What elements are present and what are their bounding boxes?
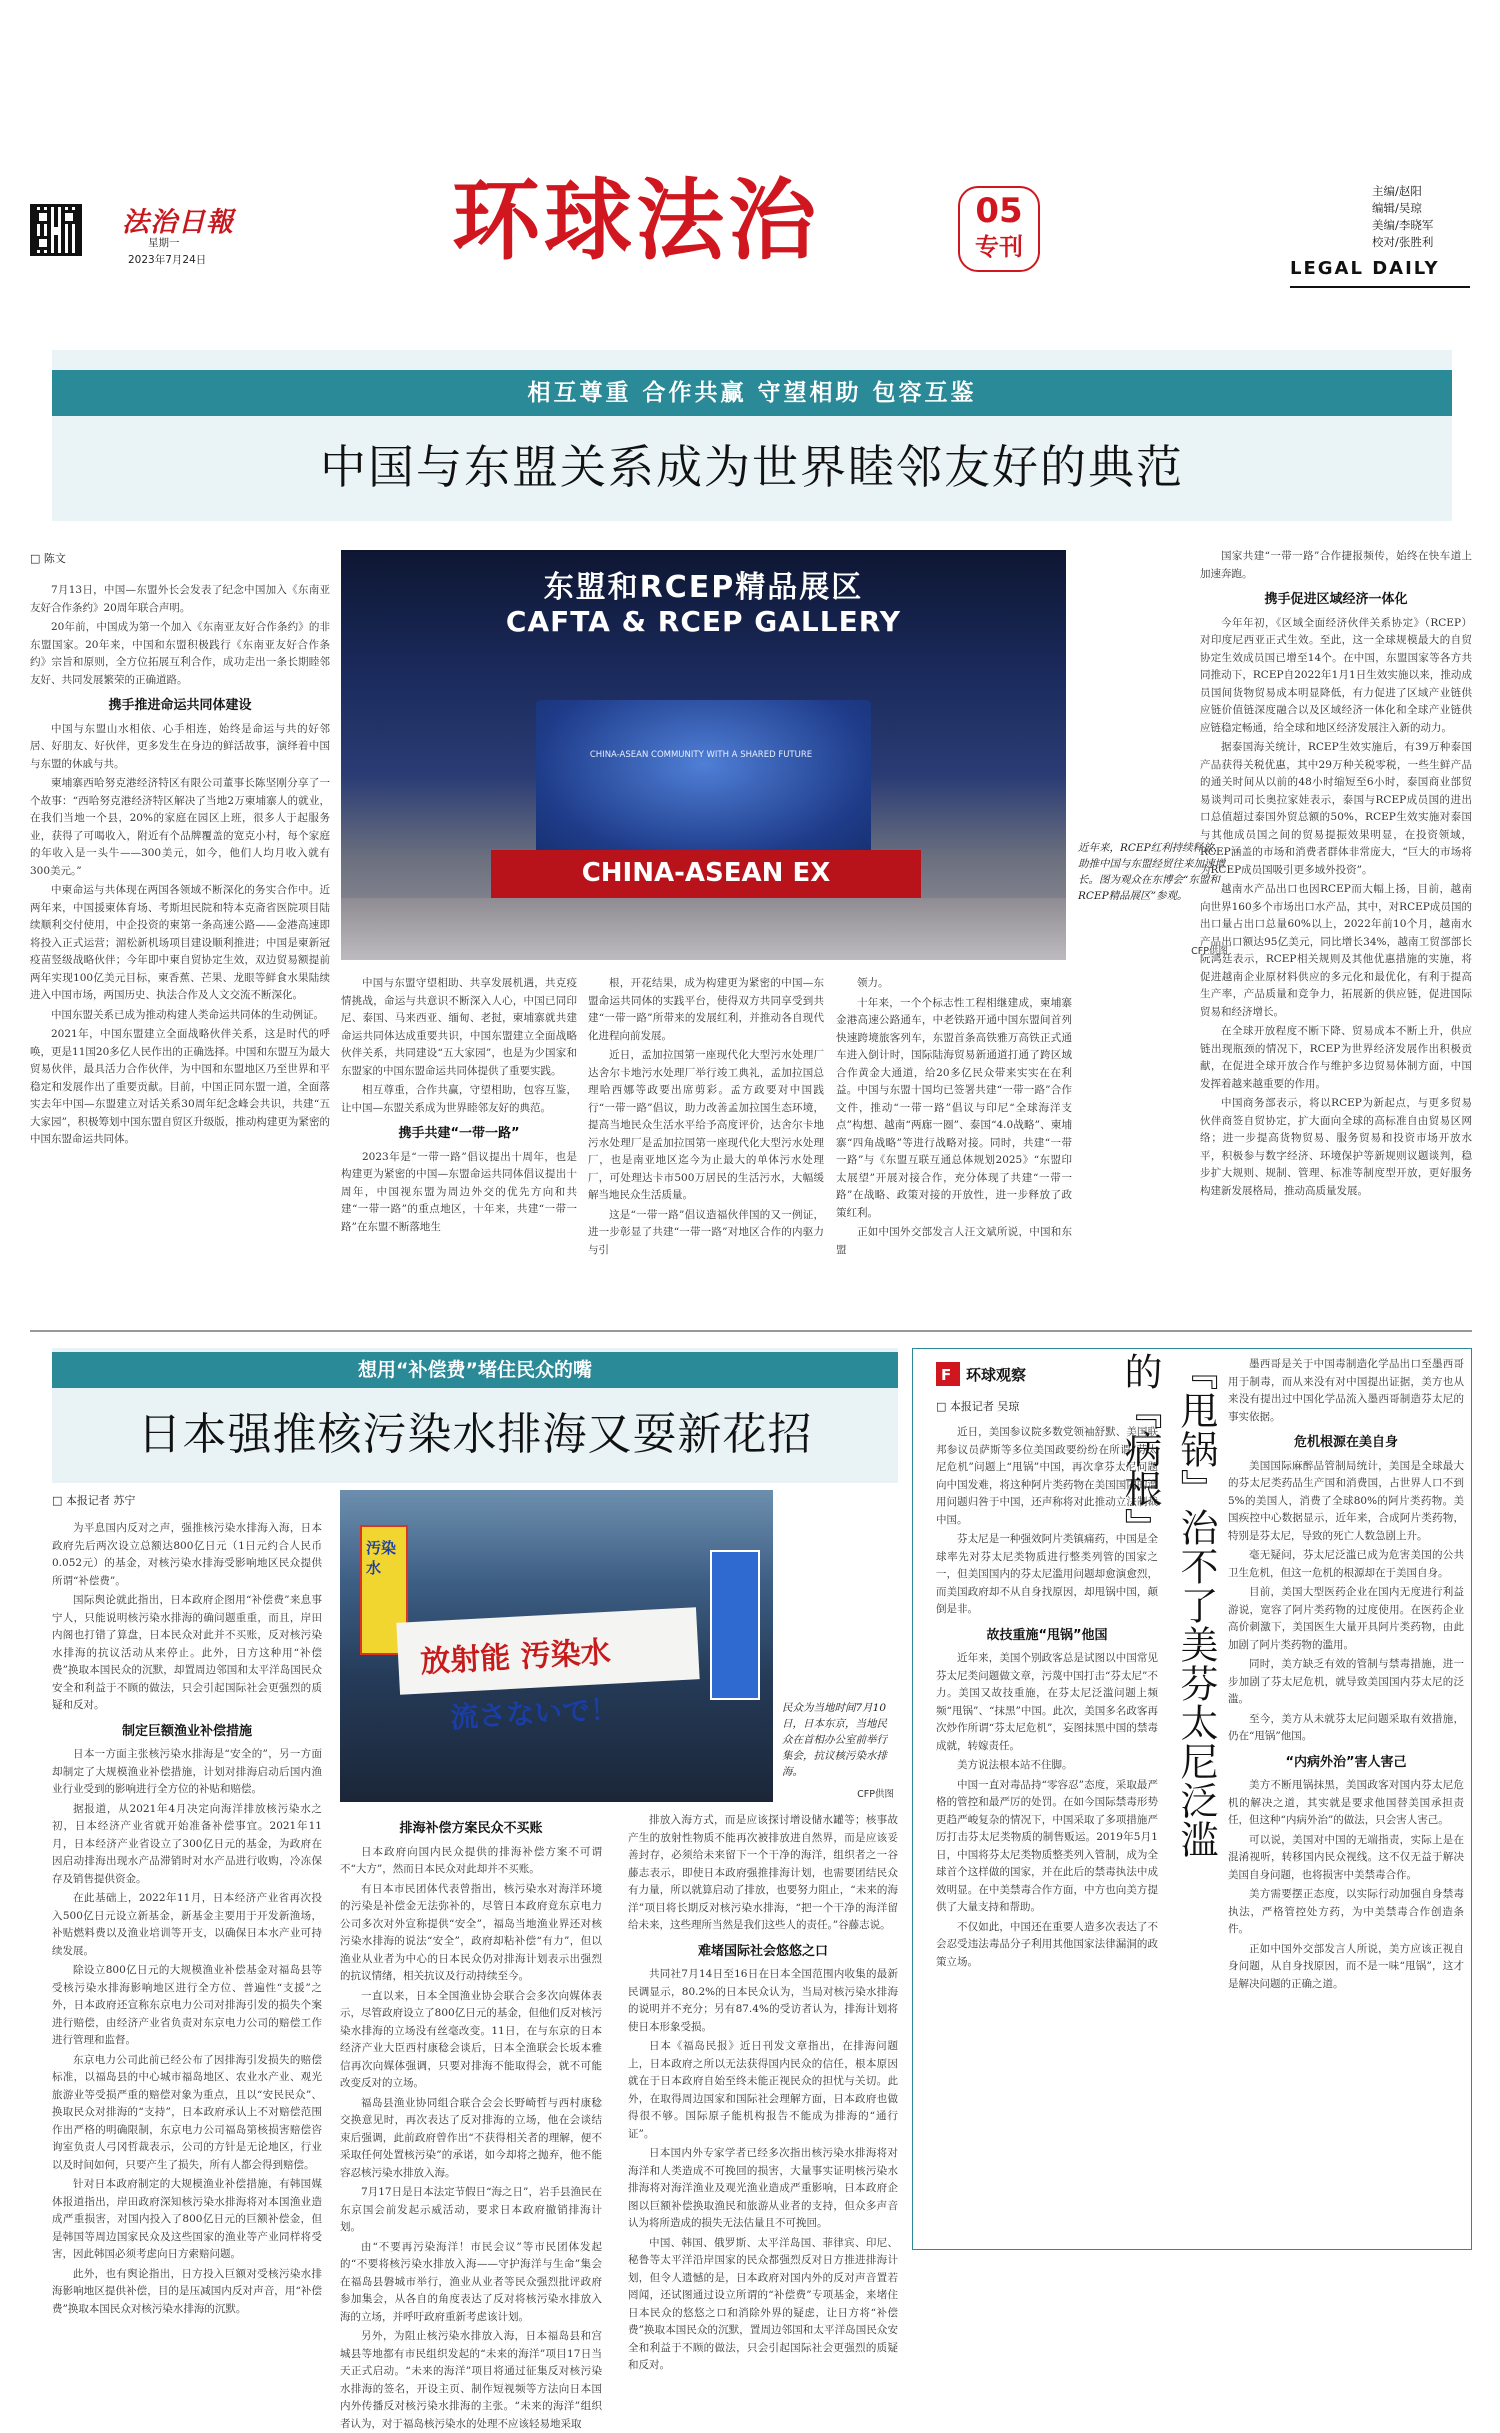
subheading: 携手共建“一带一路” xyxy=(398,1126,520,1141)
paragraph: 中柬命运与共体现在两国各领域不断深化的务实合作中。近两年来，中国援柬体育场、考斯坦民院和特本克斋省医院项目陆续顺利交付使用，中企投资的柬第一条高速公路——金港高速即将投入正式运营；湄松新机场项目建设顺利推进；中国是柬新冠疫苗竖级战略伙伴；今年即中柬自贸协定生效，双边贸易额提前两年实现100亿美元目标，柬香蕉、芒果、龙眼等鲜食水果陆续进入中国市场，两国历史、执法合作及人文交流不断深化。 xyxy=(30,884,330,1001)
article1-headline: 中国与东盟关系成为世界睦邻友好的典范 xyxy=(320,440,1184,494)
paragraph: 为平息国内反对之声，强推核污染水排海入海，日本政府先后两次设立总额达800亿日元（1日元约合人民币0.052元）的基金，对核污染水排海受影响地区民众提供所谓“补偿费”。 xyxy=(52,1522,322,1587)
article1-header xyxy=(52,350,1452,521)
paragraph: 另外，为阻止核污染水排放入海，日本福岛县和宫城县等地都有市民组织发起的“未来的海洋”项目17日当天正式启动。“未来的海洋”项目将通过征集反对核污染水排海的签名，开设主页、制作短视频等方法向日本国内外传播反对核污染水排海的主张。“未来的海洋”组织者认为，对于福岛核污染水的处理不应该轻易地采取 xyxy=(340,2330,602,2430)
article2-header xyxy=(52,1348,898,1483)
paragraph: 同时，美方缺乏有效的管制与禁毒措施，进一步加剧了芬太尼危机，就导致美国国内芬太尼的泛滥。 xyxy=(1228,1658,1464,1705)
paragraph: 目前，美国大型医药企业在国内无度进行利益游说，宽容了阿片类药物的过度使用。在医药企业高价刺激下，美国医生大量开具阿片类药物，由此加剧了阿片类药物的滥用。 xyxy=(1228,1586,1464,1651)
paragraph: 不仅如此，中国还在重要人造多次表达了不会忍受违法毒品分子利用其他国家法律漏洞的政策立场。 xyxy=(936,1920,1158,1968)
paragraph: 可以说，美国对中国的无端指责，实际上是在混淆视听，转移国内民众视线。这不仅无益于解决美国自身问题，也将损害中美禁毒合作。 xyxy=(1228,1833,1464,1881)
paragraph: 据报道，从2021年4月决定向海洋排放核污染水之初，日本经济产业省就开始准备补偿事宜。2021年11月，日本经济产业省设立了300亿日元的基金，为政府在因启动排海出现水产品滞销时对水产品进行收购，冷冻保存及销售提供资金。 xyxy=(52,1802,322,1885)
paragraph: 中国东盟关系已成为推动构建人类命运共同体的生动例证。 xyxy=(51,1008,324,1021)
subheading: 危机根源在美自身 xyxy=(1293,1435,1398,1450)
paragraph: 日本政府向国内民众提供的排海补偿方案不可谓不“大方”，然而日本民众对此却并不买账。 xyxy=(340,1845,602,1875)
paragraph: 至今，美方从未就芬太尼问题采取有效措施，仍在“甩锅”他国。 xyxy=(1228,1712,1464,1742)
article1-col5 xyxy=(1200,548,1472,1320)
section-divider xyxy=(30,1330,1472,1332)
paragraph: 2023年是“一带一路”倡议提出十周年，也是构建更为紧密的中国—东盟命运共同体倡议提出十周年，中国视东盟为周边外交的优先方向和共建“一带一路”的重点地区，十年来，共建“一带一路”在东盟不断落地生 xyxy=(341,1150,577,1233)
paragraph: 国际舆论就此指出，日本政府企图用“补偿费”来息事宁人，只能说明核污染水排海的确问题重重，而且，岸田内阁也打错了算盘，日本民众对此并不买账，反对核污染水排海的抗议活动从来停止。此外，日方这种用“补偿费”换取本国民众的沉默，却置周边邻国和太平洋岛国民众安全和利益于不顾的做法，只会引起国际社会更强烈的质疑和反对。 xyxy=(52,1594,322,1711)
photo-sign-en: CAFTA & RCEP GALLERY xyxy=(505,605,902,638)
paragraph: 柬埔寨西哈努克港经济特区有限公司董事长陈坚刚分享了一个故事：“西哈努克港经济特区解决了当地2万柬埔寨人的就业，在我们当地一个县，20%的家庭在园区上班，很多人于起服务业，获得了可喝收入，附近有个品牌覆盖的宽克小村，每个家庭的年收入是一头牛——300美元，如今，他们人均月收入就有300美元。” xyxy=(30,777,330,877)
photo-banner: CHINA-ASEAN COMMUNITY WITH A SHARED FUTURE xyxy=(589,750,813,760)
article3-headline: 『甩锅』治不了美芬太尼泛滥的『病根』 xyxy=(1118,1352,1218,1859)
paragraph: 近日，孟加拉国第一座现代化大型污水处理厂达舍尔卡地污水处理厂举行竣工典礼，孟加拉国总理哈西娜等政要出席剪彩。孟方政要对中国践行“一带一路”倡议，助力改善孟加拉国生态环境，提高当地民众生活水平给予高度评价，达舍尔卡地污水处理厂是孟加拉国第一座现代化大型污水处理厂，也是南亚地区迄今为止最大的单体污水处理厂，可处理达卡市500万居民的生活污水，大幅缓解当地民众生活质量。 xyxy=(588,1049,824,1201)
paragraph: 排放入海方式，而是应该探讨增设储水罐等；核事故产生的放射性物质不能再次被排放进自然界，而是应该妥善封存，必须给未来留下一个干净的海洋，组织者之一谷藤志表示，即使日本政府强推排海计划，也需要团结民众有力量，所以就算启动了排放，也要努力阻止，“未来的海洋”项目将长期反对核污染水排海，“把一个干净的海洋留给未来，这些理所当然是我们这些人的责任。”谷藤志说。 xyxy=(628,1814,898,1931)
page-number-box xyxy=(958,186,1040,272)
paragraph: 7月13日，中国—东盟外长会发表了纪念中国加入《东南亚友好合作条约》20周年联合声明。 xyxy=(30,584,330,614)
paragraph: 根，开花结果，成为构建更为紧密的中国—东盟命运共同体的实践平台，使得双方共同享受到共建“一带一路”所带来的发展红利，并推动各自现代化进程向前发展。 xyxy=(588,977,824,1042)
paragraph: 除设立800亿日元的大规模渔业补偿基金对福岛县等受核污染水排海影响地区进行全方位、普遍性“支援”之外，日本政府还宣称东京电力公司对排海引发的损失个案进行赔偿，由经济产业省负责对东京电力公司的赔偿工作进行管理和监督。 xyxy=(52,1964,322,2046)
subheading: 难堵国际社会悠悠之口 xyxy=(697,1943,828,1959)
paragraph: 由“不要再污染海洋！市民会议”等市民团体发起的“不要将核污染水排放入海——守护海洋与生命”集会在福岛县磐城市举行，渔业从业者等民众强烈批评政府参加集会，从各自的角度表达了反对将核污染水排放入海的立场，并呼吁政府重新考虑该计划。 xyxy=(340,2240,602,2323)
masthead xyxy=(0,0,1500,300)
subheading: 排海补偿方案民众不买账 xyxy=(399,1821,543,1836)
paragraph: 美方不断甩锅抹黑，美国政客对国内芬太尼危机的解决之道，其实就是要求他国替美国承担责任，但这种“内病外治”的做法，只会害人害己。 xyxy=(1228,1779,1464,1826)
column-label-icon: F xyxy=(941,1366,952,1384)
subheading: 故技重施“甩锅”他国 xyxy=(986,1627,1108,1643)
qr-code xyxy=(30,204,82,256)
paragraph: 十年来，一个个标志性工程相继建成，柬埔寨金港高速公路通车，中老铁路开通中国东盟间首列快速跨境旅客列车，东盟首条高铁雅万高铁正式通车进入倒计时，国际陆海贸易新通道打通了跨区域合作黄金大通道，给20多亿民众带来实实在在利益。中国与东盟十国均已签署共建“一带一路”合作文件，推动“一带一路”倡议与印尼“全球海洋支点”构想、越南“两廊一圈”、泰国“4.0战略”、柬埔寨“四角战略”等进行战略对接。同时，共建“一带一路”与《东盟互联互通总体规划2025》“东盟印太展望”开展对接合作，充分体现了共建“一带一路”在战略、政策对接的开放性，进一步释放了政策红利。 xyxy=(836,996,1072,1219)
paragraph: 这是“一带一路”倡议造福伙伴国的又一例证，进一步彰显了共建“一带一路”对地区合作的内驱力与引 xyxy=(588,1208,824,1256)
photo-stage xyxy=(536,700,871,860)
article1-col4 xyxy=(836,975,1072,1320)
paragraph: 日本一方面主张核污染水排海是“安全的”，另一方面却制定了大规模渔业补偿措施，计划对排海启动后国内渔业行业受到的影响进行全方位的补贴和赔偿。 xyxy=(52,1748,322,1795)
article1-kicker: 相互尊重 合作共赢 守望相助 包容互鉴 xyxy=(527,380,977,406)
staff-designer: 美编/李晓军 xyxy=(1372,218,1434,232)
paragraph: 此外，也有舆论指出，日方投入巨额对受核污染水排海影响地区提供补偿，目的是压减国内反对声音，用“补偿费”换取本国民众对核污染水排海的沉默。 xyxy=(52,2267,322,2315)
paper-logo: 法治日報 xyxy=(122,207,234,238)
page-number: 05 xyxy=(975,191,1023,231)
paragraph: 中国与东盟守望相助、共享发展机遇，共克疫情挑战，命运与共意识不断深入人心，中国已同印尼、泰国、马来西亚、缅甸、老挝，柬埔寨就共建命运共同体达成重要共识，中国东盟建立全面战略伙伴关系，共同建设“五大家园”，也是为少国家和东盟家的中国东盟命运共同体提供了重要实践。 xyxy=(341,977,577,1077)
staff-editor-chief: 主编/赵阳 xyxy=(1372,184,1422,198)
article2-kicker: 想用“补偿费”堵住民众的嘴 xyxy=(358,1359,592,1381)
paragraph: 中国一直对毒品持“零容忍”态度，采取最严格的管控和最严厉的处罚。在如今国际禁毒形势更趋严峻复杂的情况下，中国采取了多项措施严厉打击芬太尼类物质的制售贩运。2019年5月1日，中国将芬太尼类物质整类列入管制，成为全球首个这样做的国家，并在此后的禁毒执法中成效明显。在中美禁毒合作方面，中方也向美方提供了大量支持和帮助。 xyxy=(936,1778,1158,1913)
paragraph: 共同社7月14日至16日在日本全国范围内收集的最新民调显示，80.2%的日本民众认为，当局对核污染水排海的说明并不充分；另有87.4%的受访者认为，排海计划将使日本形象受损。 xyxy=(628,1968,898,2033)
article1-byline: □ 陈文 xyxy=(30,552,66,565)
paragraph: 在此基础上，2022年11月，日本经济产业省再次投入500亿日元设立新基金，新基金主要用于开发新渔场，补贴燃料费以及渔业培训等开支，以确保日本水产业可持续发展。 xyxy=(52,1892,322,1957)
paragraph: 领力。 xyxy=(857,977,889,989)
masthead-rule xyxy=(1290,286,1470,288)
paragraph: 东京电力公司此前已经公布了因排海引发损失的赔偿标准，以福岛县的中心城市福岛地区、农业水产业、观光旅游业等受损严重的赔偿对象为重点，且以“安民民众”、换取民众对排海的“支持”，日本政府承认上不对赔偿范围作出严格的明确限制，东京电力公司福岛第核损害赔偿咨询室负责人弓冈哲裁表示，公司的方针是无论地区，行业以及时间如何，只要产生了损失，所有人都会得到赔偿。 xyxy=(52,2053,322,2171)
paragraph: 中国、韩国、俄罗斯、太平洋岛国、菲律宾、印尼、秘鲁等太平洋沿岸国家的民众都强烈反对日方推进排海计划，但令人遗憾的是，日本政府对国内外的反对声音置若罔闻，还试图通过设立所谓的“补偿费”专项基金，来堵住日本民众的悠悠之口和消除外界的疑虑，让日方将“补偿费”换取本国民众的沉默，置周边邻国和太平洋岛国民众安全和利益于不顾的做法，只会引起国际社会更强烈的质疑和反对。 xyxy=(628,2236,898,2371)
paragraph: 越南水产品出口也因RCEP而大幅上扬，目前，越南向世界160多个市场出口水产品，其中，对RCEP成员国的出口量占出口总量60%以上，2022年前10个月，越南水产品出口额达95亿美元，同比增长34%，越南工贸部部长阮鸿廷表示，RCEP相关规则及其他优惠措施的实施，将促进越南企业原材料供应的多元化和最优化，有利于提高生产率，产品质量和竞争力，拓展新的供应链，促进国际贸易和经济增长。 xyxy=(1200,883,1472,1018)
article3-col2 xyxy=(1228,1356,1464,2246)
paragraph: 墨西哥是关于中国毒制造化学品出口至墨西哥用于制毒，而从来没有对中国提出证据，美方也从来没有提出过中国化学品流入墨西哥制造芬太尼的事实依据。 xyxy=(1228,1358,1464,1423)
paragraph: 日本《福岛民报》近日刊发文章指出，在排海问题上，日本政府之所以无法获得国内民众的信任，根本原因就在于日本政府自始至终未能正视民众的担忧与关切。此外，在取得周边国家和国际社会理解方面，日本政府也做得很不够。国际原子能机构报告不能成为排海的“通行证”。 xyxy=(628,2040,898,2140)
paragraph: 近日，美国参议院多数党领袖舒默、美国联邦参议员萨斯等多位美国政要纷纷在所谓“芬太尼危机”问题上“甩锅”中国，再次拿芬太尼问题向中国发难，将这种阿片类药物在美国国内的滥用问题归咎于中国，还声称将对此推动立法制裁中国。 xyxy=(936,1426,1158,1526)
column-label: 环球观察 xyxy=(966,1366,1027,1384)
subheading: “内病外治”害人害己 xyxy=(1285,1754,1407,1770)
issue-date: 2023年7月24日 xyxy=(128,254,207,266)
paragraph: 国家共建“一带一路”合作捷报频传，始终在快车道上加速奔跑。 xyxy=(1200,550,1472,580)
article1-col3 xyxy=(588,975,824,1320)
photo-sign-3-text: 流さないで！ xyxy=(449,1692,619,1735)
paragraph: 一直以来，日本全国渔业协会联合会多次向媒体表示，尽管政府设立了800亿日元的基金，但他们反对核污染水排海的立场没有丝毫改变。11日，在与东京的日本经济产业大臣西村康稔会谈后，日本全渔联会长坂本雅信再次向媒体强调，只要对排海不能取得会，就不可能改变反对的立场。 xyxy=(340,1989,602,2089)
subheading: 携手推进命运共同体建设 xyxy=(108,698,252,713)
article3-byline: □ 本报记者 吴琼 xyxy=(936,1400,1020,1413)
subheading: 携手促进区域经济一体化 xyxy=(1264,592,1408,607)
article1-col1 xyxy=(30,582,330,1322)
paragraph: 在全球开放程度不断下降、贸易成本不断上升，供应链出现瓶颈的情况下，RCEP为世界经济发展作出积极贡献，在促进全球开放合作与维护多边贸易体制方面，中国发挥着越来越重要的作用。 xyxy=(1200,1025,1472,1090)
paragraph: 美国国际麻醉品管制局统计，美国是全球最大的芬太尼类药品生产国和消费国，占世界人口不到5%的美国人，消费了全球80%的阿片类药物。美国疾控中心数据显示，近年来，合成阿片类药物，特别是芬太尼，导致的死亡人数急剧上升。 xyxy=(1228,1459,1464,1542)
paragraph: 7月17日是日本法定节假日“海之日”，岩手县渔民在东京国会前发起示威活动，要求日本政府撤销排海计划。 xyxy=(340,2186,602,2233)
paragraph: 据泰国海关统计，RCEP生效实施后，有39万种泰国产品获得关税优惠，其中29万种关税零税，一些生鲜产品的通关时间从以前的48小时缩短至6小时，泰国商业部贸易谈判司司长奥拉家娃表示，泰国与RCEP成员国的进出口总值超过泰国外贸总额的50%，RCEP生效实施对泰国与其他成员国之间的贸易提振效果明显，在投资领域，RCEP涵盖的市场和消费者群体非常庞大，“巨大的市场将为RCEP成员国吸引更多域外投资”。 xyxy=(1200,741,1472,876)
article1-credit: CFP供图 xyxy=(1191,946,1228,957)
article2-photo xyxy=(340,1490,773,1802)
paragraph: 相互尊重，合作共赢，守望相助，包容互鉴，让中国—东盟关系成为世界睦邻友好的典范。 xyxy=(341,1084,577,1114)
page-type: 专刊 xyxy=(975,233,1023,261)
paragraph: 正如中国外交部发言人汪文斌所说，中国和东盟 xyxy=(836,1226,1072,1256)
article1-photo xyxy=(341,550,1066,960)
article2-byline: □ 本报记者 苏宁 xyxy=(52,1494,136,1507)
article2-caption: 民众为当地时间7月10日，日本东京，当地民众在首相办公室前举行集会，抗议核污染水排海。 xyxy=(782,1702,887,1778)
paragraph: 20年前，中国成为第一个加入《东南亚友好合作条约》的非东盟国家。20年来，中国和东盟积极践行《东南亚友好合作条约》宗旨和原则，全方位拓展互利合作，成功走出一条长期睦邻友好、共同发展繁荣的正确道路。 xyxy=(30,621,330,686)
paragraph: 美方需要摆正态度，以实际行动加强自身禁毒执法，严格管控处方药，为中美禁毒合作创造条件。 xyxy=(1228,1888,1464,1935)
paragraph: 正如中国外交部发言人所说，美方应该正视自身问题，从自身找原因，而不是一味“甩锅”，这才是解决问题的正确之道。 xyxy=(1228,1942,1464,1990)
paragraph: 芬太尼是一种强效阿片类镇痛药，中国是全球率先对芬太尼类物质进行整类列管的国家之一，但美国国内的芬太尼滥用问题却愈演愈烈，而美国政府却不从自身找原因，却甩锅中国，颠倒是非。 xyxy=(936,1533,1158,1615)
article1-caption: 近年来，RCEP红利持续释放，助推中国与东盟经贸往来加速增长。图为观众在东博会“东盟和RCEP精品展区”参观。 xyxy=(1078,842,1225,902)
paragraph: 2021年，中国东盟建立全面战略伙伴关系，这是时代的呼唤，更是11国20多亿人民作出的正确选择。中国和东盟互为最大贸易伙伴，最具活力合作伙伴，为中国和东盟地区乃至世界和平稳定和发展作出了重要贡献。目前，中国正同东盟一道，全面落实去年中国—东盟建立对话关系30周年纪念峰会共识，共建“五大家园”，积极筹划中国东盟自贸区升级版，推动构建更为紧密的中国东盟命运共同体。 xyxy=(30,1028,330,1145)
paragraph: 日本国内外专家学者已经多次指出核污染水排海将对海洋和人类造成不可挽回的损害，大量事实证明核污染水排海将对海洋渔业及观光渔业造成严重影响，日本政府企图以巨额补偿换取渔民和旅游从业者的支持，但众多声音认为将所造成的损失无法估量且不可挽回。 xyxy=(628,2147,898,2229)
article2-col1 xyxy=(52,1520,322,2315)
photo-sign-4 xyxy=(710,1550,760,1700)
paragraph: 近年来，美国个别政客总是试图以中国常见芬太尼类问题做文章，污蔑中国打击“芬太尼”不力。美国又故技重施，在芬太尼泛滥问题上频频“甩锅”、“抹黑”中国。此次，美国多名政客再次炒作所谓“芬太尼危机”，妄图抹黑中国的禁毒成就，转嫁责任。 xyxy=(936,1652,1158,1752)
photo-wall-text: CHINA-ASEAN EX xyxy=(581,858,831,888)
paragraph: 有日本市民团体代表曾指出，核污染水对海洋环境的污染是补偿金无法弥补的，尽管日本政府竟东京电力公司多次对外宣称提供“安全”，福岛当地渔业界还对核污染水排海的说法“安全”，政府却粘补偿“有力”，但以渔业从业者为中心的日本民众仍对排海计划表示出强烈的抗议情绪，相关抗议及行动持续至今。 xyxy=(340,1882,602,1982)
subheading: 制定巨额渔业补偿措施 xyxy=(121,1723,252,1739)
brand-en: LEGAL DAILY xyxy=(1290,258,1440,279)
article2-credit: CFP供图 xyxy=(857,1789,894,1800)
paragraph: 针对日本政府制定的大规模渔业补偿措施，有韩国媒体报道指出，岸田政府深知核污染水排海将对本国渔业造成严重损害，对国内投入了800亿日元的巨额补偿金，但是韩国等周边国家民众及这些国家的渔业等产业同样将受害，因此韩国必须考虑向日方索赔问题。 xyxy=(52,2178,322,2260)
paragraph: 毫无疑问，芬太尼泛滥已成为危害美国的公共卫生危机，但这一危机的根源却在于美国自身。 xyxy=(1228,1549,1464,1579)
section-title: 环球法治 xyxy=(452,169,821,272)
article3-col1 xyxy=(936,1424,1158,2244)
photo-sign-2-text: 放射能 汚染水 xyxy=(419,1635,612,1681)
weekday: 星期一 xyxy=(148,237,180,249)
photo-sign-cn: 东盟和RCEP精品展区 xyxy=(543,570,864,605)
article2-col2 xyxy=(340,1812,602,2430)
paragraph: 福岛县渔业协同组合联合会会长野崎哲与西村康稔交换意见时，再次表达了反对排海的立场，他在会谈结束后强调，此前政府曾作出“不获得相关者的理解，便不采取任何处置核污染”的承诺，如今却将之抛弃，他不能容忍核污染水排放入海。 xyxy=(340,2096,602,2179)
photo-floor xyxy=(341,898,1066,960)
paragraph: 中国与东盟山水相依、心手相连，始终是命运与共的好邻居、好朋友、好伙伴，更多发生在身边的鲜活故事，演绎着中国与东盟的休戚与共。 xyxy=(30,722,330,770)
staff-editor: 编辑/吴琼 xyxy=(1372,201,1422,215)
article2-headline: 日本强推核污染水排海又耍新花招 xyxy=(137,1409,813,1460)
photo-sign-1-text: 汚染水 xyxy=(366,1539,397,1577)
article1-col2 xyxy=(341,975,577,1320)
paragraph: 中国商务部表示，将以RCEP为新起点，与更多贸易伙伴商签自贸协定，扩大面向全球的高标准自由贸易区网络；进一步提高货物贸易、服务贸易和投资市场开放水平，积极参与数字经济、环境保护等新规则议题谈判，稳步扩大规则、规制、管理、标准等制度型开放，更好服务构建新发展格局，推动高质量发展。 xyxy=(1200,1097,1472,1197)
paragraph: 今年年初，《区域全面经济伙伴关系协定》（RCEP）对印度尼西亚正式生效。至此，这一全球规模最大的自贸协定生效成员国已增至14个。在中国，东盟国家等各方共同推动下，RCEP自2022年1月1日生效实施以来，推动成员国间货物贸易成本明显降低，有力促进了区域产业链供应链价值链深度融合以及区域经济一体化和全球产业链供应链稳定畅通，给全球和地区经济发展注入新的动力。 xyxy=(1200,616,1472,734)
article2-col3 xyxy=(628,1812,898,2371)
staff-proofreader: 校对/张胜利 xyxy=(1372,235,1434,249)
staff-list xyxy=(1372,183,1433,251)
paragraph: 美方说法根本站不住脚。 xyxy=(957,1759,1073,1771)
